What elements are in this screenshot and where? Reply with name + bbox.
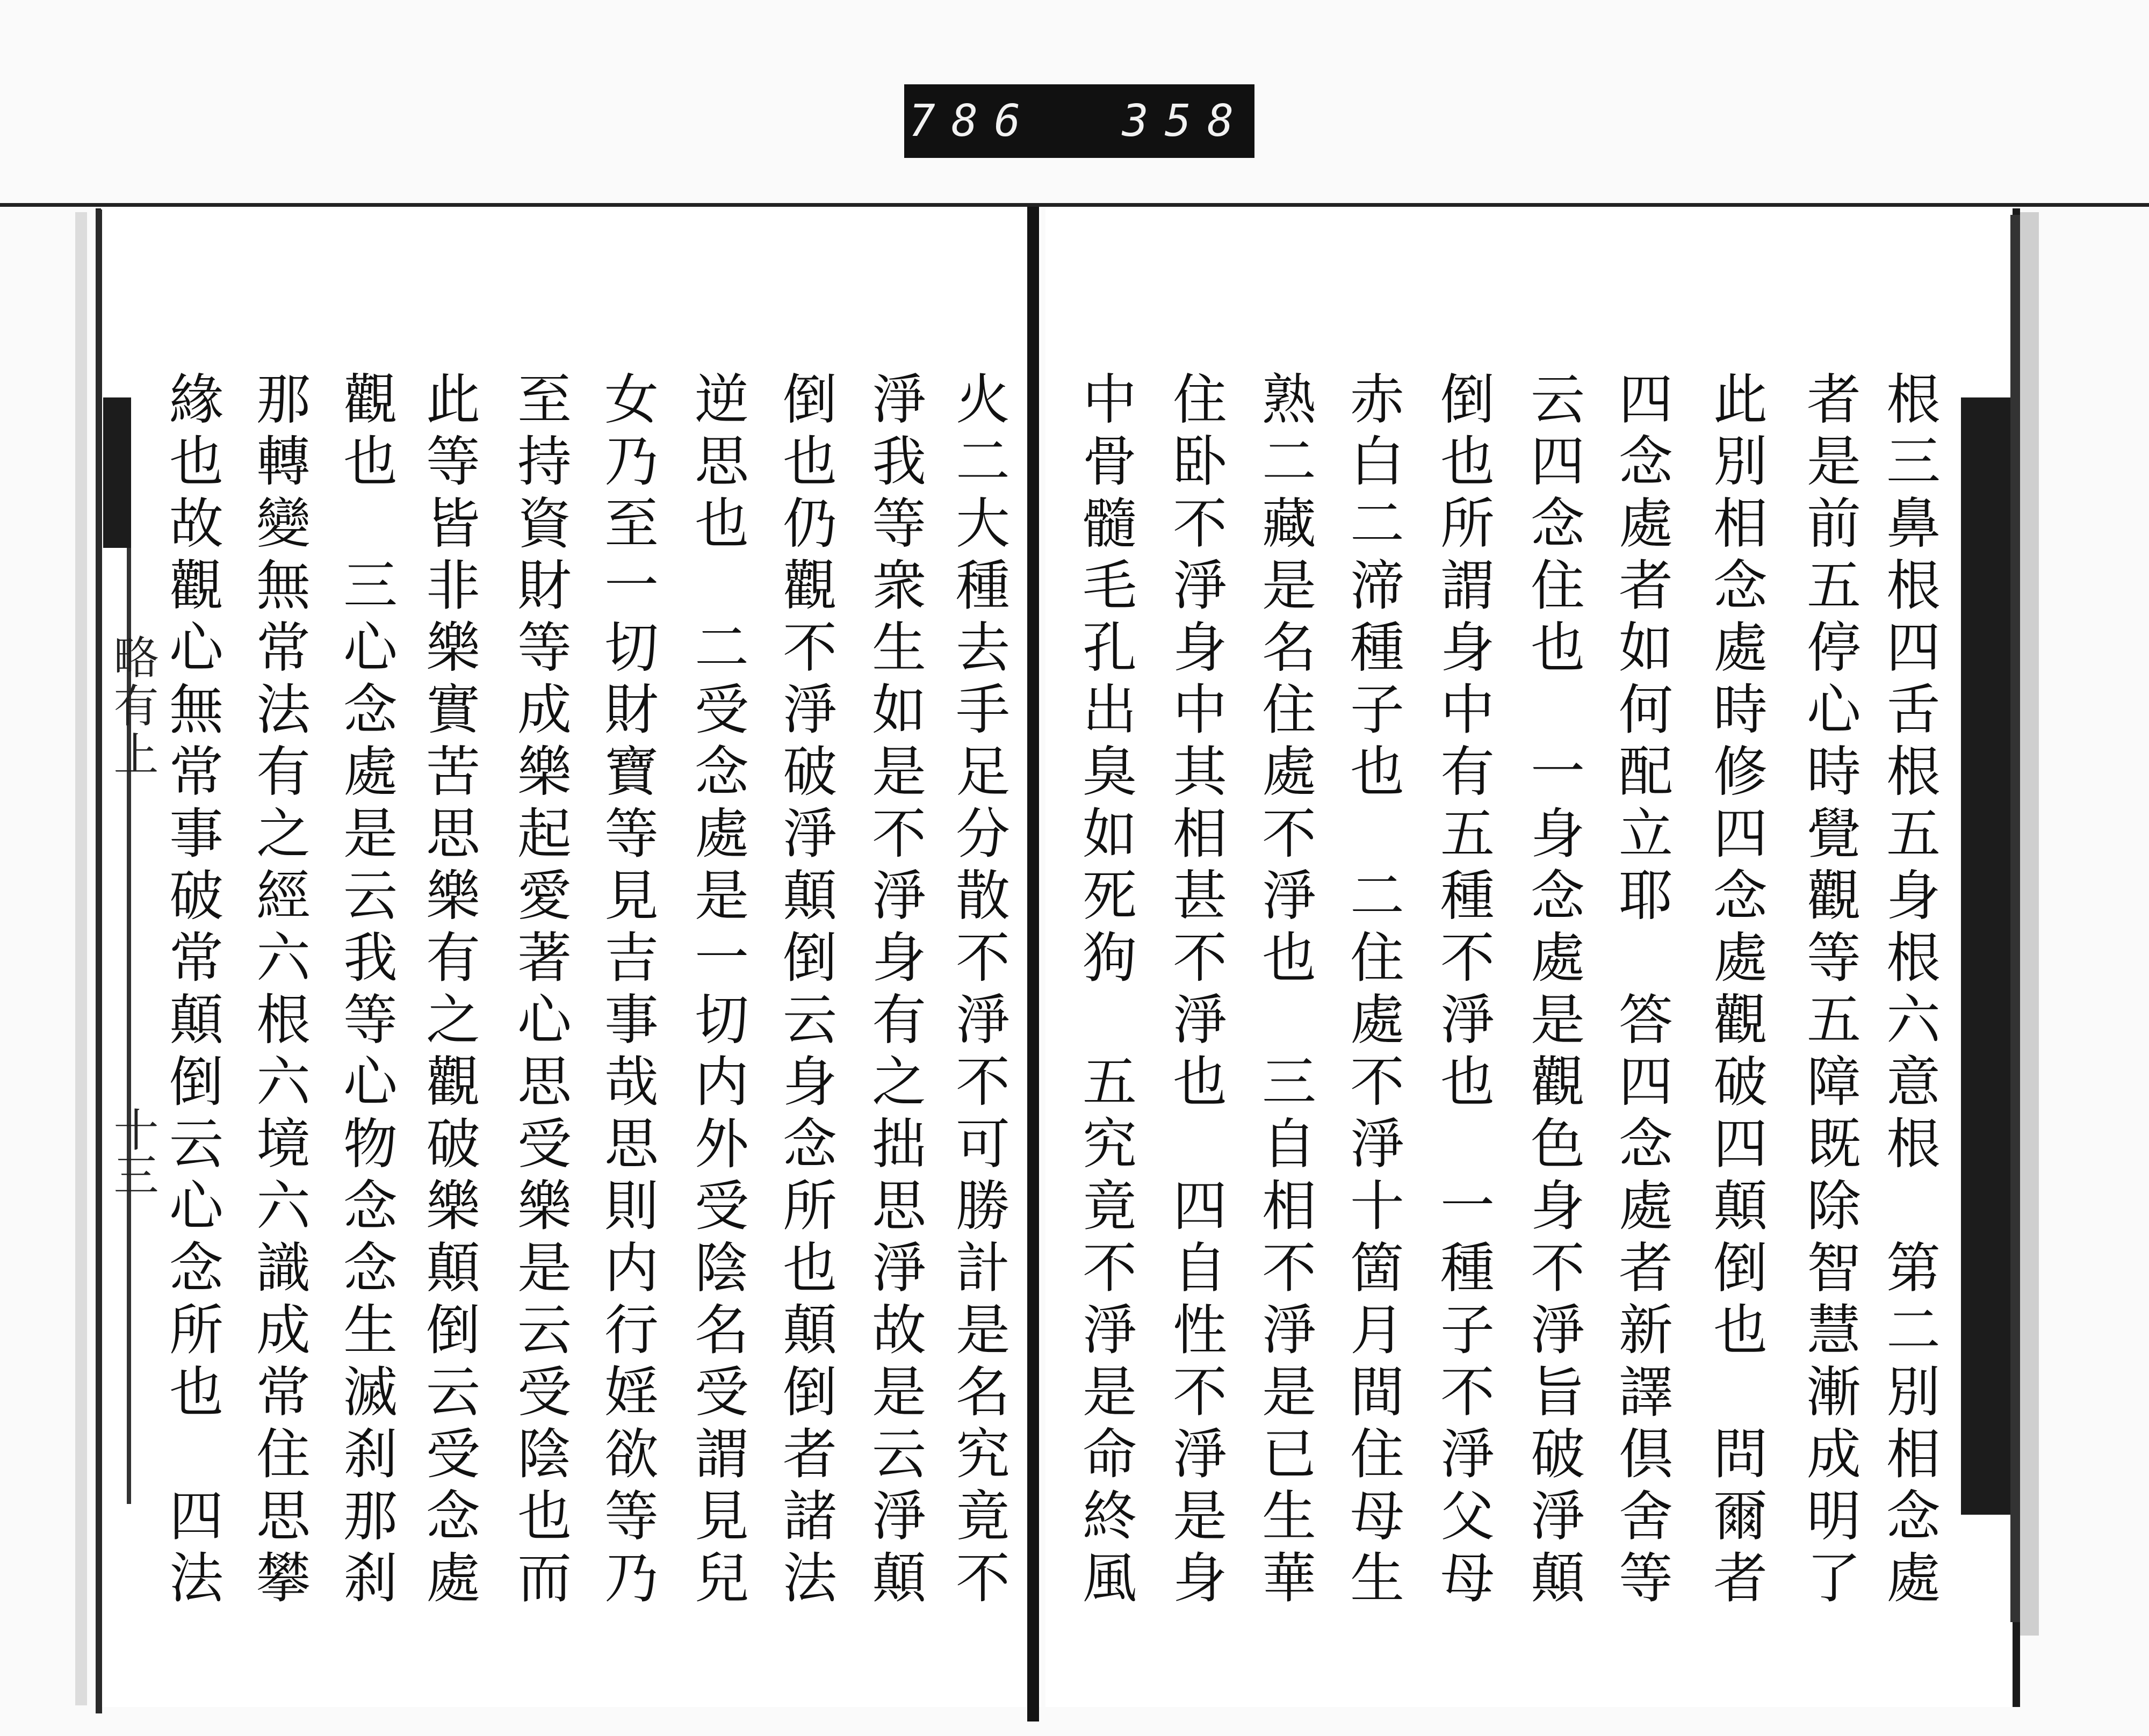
book-gutter <box>1027 207 1039 1721</box>
left-edge-block-top <box>103 397 131 548</box>
right-col-4: 四念處者如何配立耶 答四念處者新譯倶舍等 <box>1610 371 1673 1611</box>
right-col-3: 此別相念處時修四念處觀破四顛倒也 問爾者 <box>1704 371 1768 1611</box>
right-col-6: 倒也所謂身中有五種不淨也 一種子不淨父母 <box>1431 371 1495 1611</box>
right-edge-strip <box>2010 215 2020 1622</box>
left-col-1: 火二大種去手足分散不淨不可勝計是名究竟不 <box>947 371 1010 1611</box>
right-col-7: 赤白二渧種子也 二住處不淨十箇月間住母生 <box>1341 371 1404 1611</box>
left-col-3: 倒也仍觀不淨破淨顛倒云身念所也顛倒者諸法 <box>774 371 837 1611</box>
left-col-10: 緣也故觀心無常事破常顛倒云心念所也 四法 <box>160 371 223 1611</box>
left-edge-strip <box>96 209 102 1713</box>
page-folio: 十三 <box>106 1106 159 1197</box>
left-col-4: 逆思也 二受念處是一切内外受陰名受謂見兒 <box>686 371 749 1611</box>
archive-label: 786 358 <box>904 84 1254 158</box>
left-col-8: 觀也 三心念處是云我等心物念念生滅刹那刹 <box>334 371 398 1611</box>
left-col-9: 那轉變無常法有之經六根六境六識成常住思攀 <box>247 371 311 1611</box>
right-col-8: 熟二藏是名住處不淨也 三自相不淨是已生華 <box>1253 371 1316 1611</box>
left-col-6: 至持資財等成樂起愛著心思受樂是云受陰也而 <box>508 371 572 1611</box>
right-col-5: 云四念住也 一身念處是觀色身不淨旨破淨顛 <box>1521 371 1585 1611</box>
left-col-2: 淨我等衆生如是不淨身有之拙思淨故是云淨顛 <box>863 371 926 1611</box>
right-col-1: 根三鼻根四舌根五身根六意根 第二別相念處 <box>1877 371 1941 1611</box>
top-rule <box>0 203 2149 207</box>
right-col-2: 者是前五停心時覺觀等五障既除智慧漸成明了 <box>1798 371 1861 1611</box>
right-col-10: 中骨髓毛孔出臭如死狗 五究竟不淨是命終風 <box>1073 371 1137 1611</box>
left-col-7: 此等皆非樂實苦思樂有之觀破樂顛倒云受念處 <box>417 371 480 1611</box>
left-col-5: 女乃至一切財寶等見吉事哉思則内行婬欲等乃 <box>595 371 659 1611</box>
right-col-9: 住卧不淨身中其相甚不淨也 四自性不淨是身 <box>1164 371 1227 1611</box>
right-edge-block <box>1961 397 2012 1515</box>
margin-title: 略有上 <box>106 634 159 779</box>
